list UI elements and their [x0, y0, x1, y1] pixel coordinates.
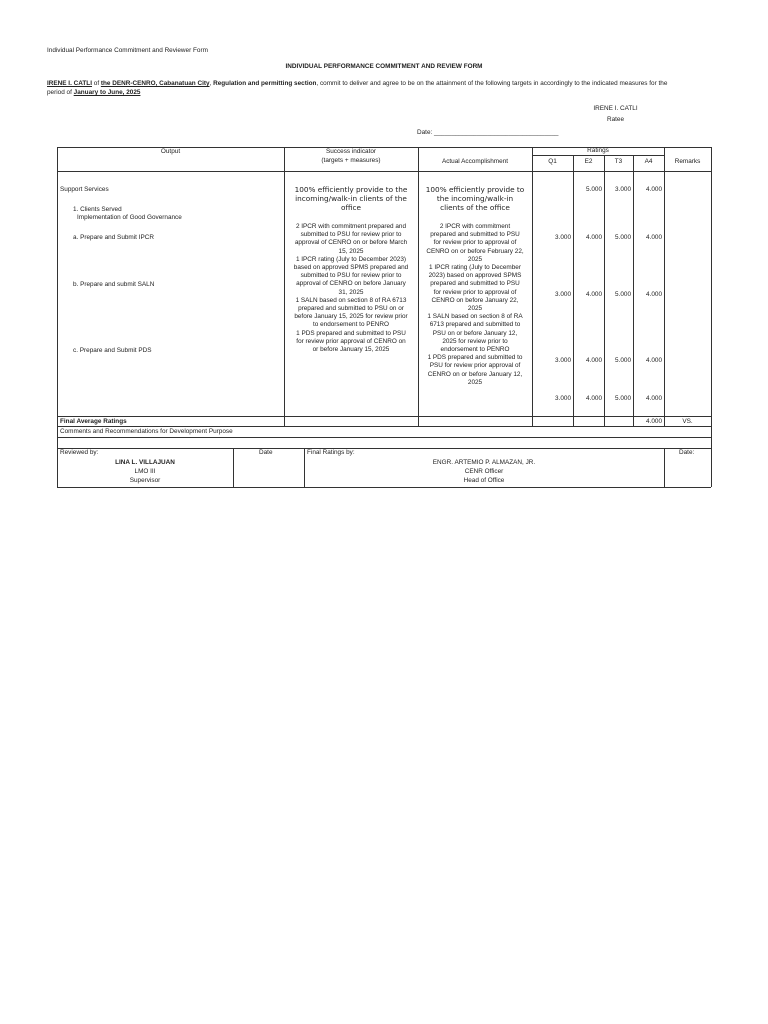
rating-q1: 3.000	[555, 395, 571, 402]
rating-e2: 5.000	[586, 186, 602, 193]
period: January to June, 2025	[73, 89, 141, 96]
rating-a4: 4.000	[646, 291, 662, 298]
section-name: Regulation and permitting section	[213, 80, 317, 87]
rating-a4: 4.000	[646, 395, 662, 402]
header-q1: Q1	[548, 158, 557, 165]
supervisor-role: Supervisor	[129, 477, 161, 484]
date-label: Date	[259, 449, 273, 456]
final-remarks: VS.	[682, 418, 693, 425]
rating-a4: 4.000	[646, 186, 662, 193]
rating-t3: 5.000	[615, 357, 631, 364]
actual-accomplishment-details: 2 IPCR with commitment prepared and submitted to PSU for review prior to approval of CENRO on or before February 22, 2025 1 IPCR rating (July to December 2023) based on approved SPMS prepared and submitted to PSU for review prior to approval of CENRO on before January 22, 2025 1 SALN based on section 8 of RA 6713 prepared and submitted to PSU on or before January 12, 2025 for review prior to endorsement to PENRO 1 PDS prepared and submitted to PSU for review prior approval of CENRO on or before January 12, 2025	[426, 223, 524, 386]
rating-e2: 4.000	[586, 357, 602, 364]
final-average-value: 4.000	[646, 418, 662, 425]
rating-t3: 5.000	[615, 395, 631, 402]
output-ipcr: a. Prepare and Submit IPCR	[73, 234, 154, 241]
output-clients-served: 1. Clients Served	[73, 206, 122, 213]
header-t3: T3	[614, 158, 623, 165]
header-success-indicator: Success indicator	[325, 148, 377, 155]
rating-q1: 3.000	[555, 357, 571, 364]
rating-a4: 4.000	[646, 357, 662, 364]
final-average-label: Final Average Ratings	[60, 418, 127, 425]
header-actual: Actual Accomplishment	[441, 158, 509, 165]
header-a4: A4	[644, 158, 653, 165]
rating-a4: 4.000	[646, 234, 662, 241]
date-label-2: Date:	[679, 449, 695, 456]
head-name: ENGR. ARTEMIO P. ALMAZAN, JR.	[432, 459, 536, 466]
success-indicator-cell: 100% efficiently provide to the incoming/walk-in clients of the office	[294, 185, 408, 212]
header-output: Output	[160, 148, 181, 155]
output-support-services: Support Services	[60, 186, 109, 193]
date-field: Date: ___________________________________	[417, 129, 559, 136]
form-title: INDIVIDUAL PERFORMANCE COMMITMENT AND REVIEW FORM	[285, 63, 483, 70]
output-saln: b. Prepare and submit SALN	[73, 281, 155, 288]
success-indicator-details: 2 IPCR with commitment prepared and submitted to PSU for review prior to approval of CENRO on or before March 15, 2025 1 IPCR rating (July to December 2023) based on approved SPMS prepared and submitted to PSU for review prior to approval of CENRO on before January 31, 2025 1 SALN based on section 8 of RA 6713 prepared and submitted to PSU on or before January 15, 2025 for review prior to endorsement to PENRO 1 PDS prepared and submitted to PSU for review prior approval of CENRO on or before January 15, 2025	[293, 223, 409, 354]
ratee-name: IRENE I. CATLI	[593, 105, 638, 112]
head-position: CENR Officer	[464, 468, 504, 475]
head-role: Head of Office	[463, 477, 505, 484]
supervisor-name: LINA L. VILLAJUAN	[115, 459, 175, 466]
rating-e2: 4.000	[586, 234, 602, 241]
ratee-name-inline: IRENE I. CATLI	[47, 80, 92, 87]
comments-label: Comments and Recommendations for Development Purpose	[60, 428, 233, 435]
header-ratings: Ratings	[587, 147, 609, 154]
intro-line-1: IRENE I. CATLI of the DENR-CENRO, Cabanatuan City, Regulation and permitting section, commit to deliver and agree to be on the attainment of the following targets in accordingly to the indicated measures for the	[47, 80, 668, 87]
actual-accomplishment-cell: 100% efficiently provide to the incoming/walk-in clients of the office	[425, 185, 525, 212]
header-success-sub: (targets + measures)	[321, 157, 381, 164]
document-label: Individual Performance Commitment and Reviewer Form	[47, 47, 208, 54]
rating-t3: 5.000	[615, 234, 631, 241]
rating-q1: 3.000	[555, 234, 571, 241]
output-pds: c. Prepare and Submit PDS	[73, 347, 152, 354]
output-implementation: Implementation of Good Governance	[77, 214, 182, 221]
rating-t3: 3.000	[615, 186, 631, 193]
rating-e2: 4.000	[586, 291, 602, 298]
ratee-role: Ratee	[606, 116, 625, 123]
supervisor-position: LMO III	[134, 468, 156, 475]
office-name: the DENR-CENRO, Cabanatuan City	[100, 80, 210, 87]
rating-q1: 3.000	[555, 291, 571, 298]
final-ratings-by-label: Final Ratings by:	[307, 449, 355, 456]
reviewed-by-label: Reviewed by:	[60, 449, 99, 456]
header-e2: E2	[584, 158, 593, 165]
header-remarks: Remarks	[674, 158, 701, 165]
rating-t3: 5.000	[615, 291, 631, 298]
rating-e2: 4.000	[586, 395, 602, 402]
intro-line-2: period of January to June, 2025	[47, 89, 141, 96]
